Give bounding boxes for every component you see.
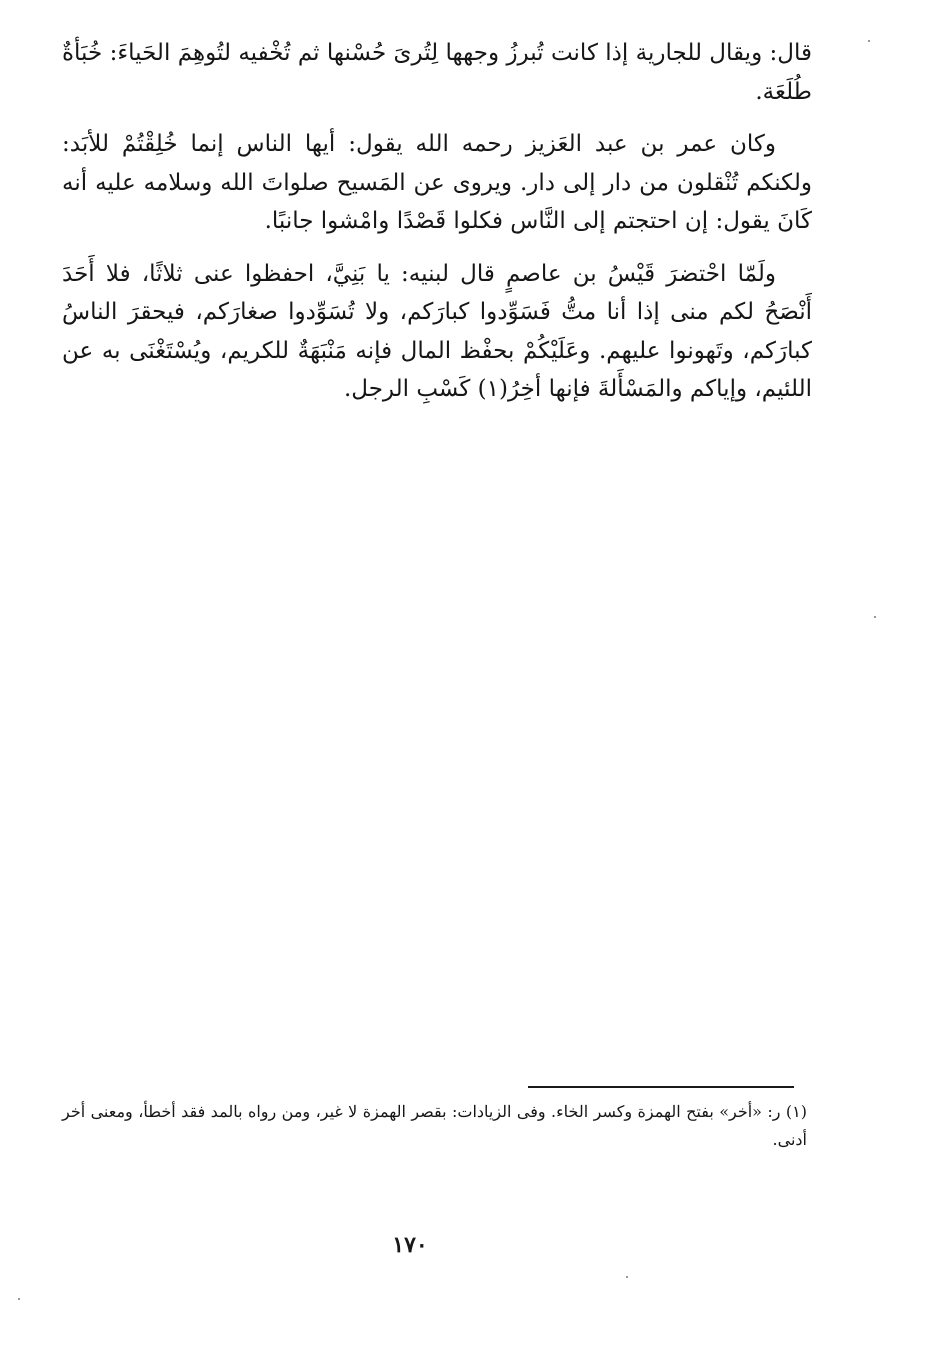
scan-speck bbox=[874, 616, 876, 618]
body-text bbox=[62, 34, 812, 423]
page-number: ١٧٠ bbox=[392, 1232, 428, 1258]
footnote-1: (١) ر: «أخر» بفتح الهمزة وكسر الخاء. وفى الزيادات: بقصر الهمزة لا غير، ومن رواه بالمد فقد أخطأ، ومعنى أخر أدنى. bbox=[62, 1102, 807, 1149]
paragraph-2: وكان عمر بن عبد العَزيز رحمه الله يقول: أيها الناس إنما خُلِقْتُمْ للأبَد: ولكنكم تُنْقلون من دار إلى دار. ويروى عن المَسيح صلواتَ الله وسلامه عليه أنه كَانَ يقول: إن احتجتم إلى النَّاس فكلوا قَصْدًا وامْشوا جانبًا. bbox=[62, 131, 812, 234]
footnote-divider bbox=[528, 1086, 794, 1088]
paragraph-1: قال: ويقال للجارية إذا كانت تُبرزُ وجهها لِتُرىَ حُسْنها ثم تُخْفيه لتُوهِمَ الحَياءَ: خُبَأةٌ طُلَعَة. bbox=[62, 40, 812, 105]
scan-speck bbox=[626, 1276, 628, 1278]
paragraph-3: ولَمّا احْتضرَ قَيْسُ بن عاصمٍ قال لبنيه: يا بَنِيَّ، احفظوا عنى ثلاثًا، فلا أَحَدَ أَنْصَحُ لكم منى إذا أنا متُّ فَسَوِّدوا كبارَكم، ولا تُسَوِّدوا صغارَكم، فيحقرَ الناسُ كبارَكم، وتَهونوا عليهم. وعَلَيْكُمْ بحفْظ المال فإنه مَنْبَهَةٌ للكريم، ويُسْتَغْنَى به عن اللئيم، وإياكم والمَسْأَلةَ فإنها أخِرُ(١) كَسْبِ الرجل. bbox=[62, 260, 812, 402]
footnotes bbox=[62, 1098, 807, 1154]
scan-speck bbox=[18, 1298, 20, 1300]
scan-speck bbox=[868, 40, 870, 42]
